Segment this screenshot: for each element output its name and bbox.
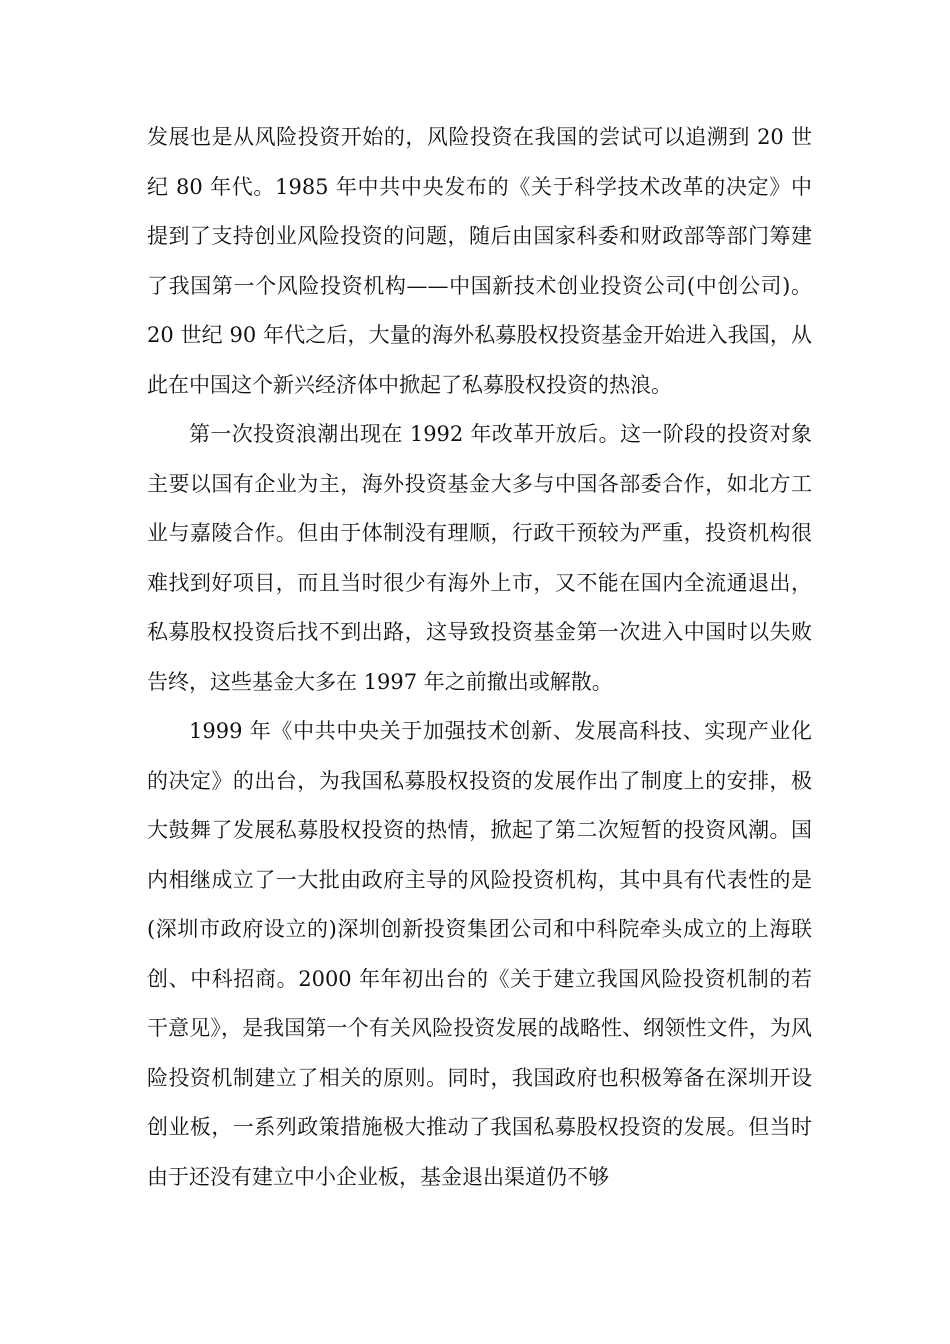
paragraph-1: 发展也是从风险投资开始的，风险投资在我国的尝试可以追溯到 20 世纪 80 年代。1985 年中共中央发布的《关于科学技术改革的决定》中提到了支持创业风险投资的问题，随后由国家科委和财政部等部门筹建了我国第一个风险投资机构——中国新技术创业投资公司(中创公司)。20 世纪 90 年代之后，大量的海外私募股权投资基金开始进入我国，从此在中国这个新兴经济体中掀起了私募股权投资的热浪。 xyxy=(147,125,812,397)
paragraph-3: 1999 年《中共中央关于加强技术创新、发展高科技、实现产业化的决定》的出台，为我国私募股权投资的发展作出了制度上的安排，极大鼓舞了发展私募股权投资的热情，掀起了第二次短暂的投资风潮。国内相继成立了一大批由政府主导的风险投资机构，其中具有代表性的是(深圳市政府设立的)深圳创新投资集团公司和中科院牵头成立的上海联创、中科招商。2000 年年初出台的《关于建立我国风险投资机制的若干意见》，是我国第一个有关风险投资发展的战略性、纲领性文件，为风险投资机制建立了相关的原则。同时，我国政府也积极筹备在深圳开设创业板，一系列政策措施极大推动了我国私募股权投资的发展。但当时由于还没有建立中小企业板，基金退出渠道仍不够 xyxy=(147,719,812,1189)
paragraph-2: 第一次投资浪潮出现在 1992 年改革开放后。这一阶段的投资对象主要以国有企业为主，海外投资基金大多与中国各部委合作，如北方工业与嘉陵合作。但由于体制没有理顺，行政干预较为严重，投资机构很难找到好项目，而且当时很少有海外上市，又不能在国内全流通退出，私募股权投资后找不到出路，这导致投资基金第一次进入中国时以失败告终，这些基金大多在 1997 年之前撤出或解散。 xyxy=(147,422,812,694)
document-body xyxy=(147,113,812,1202)
